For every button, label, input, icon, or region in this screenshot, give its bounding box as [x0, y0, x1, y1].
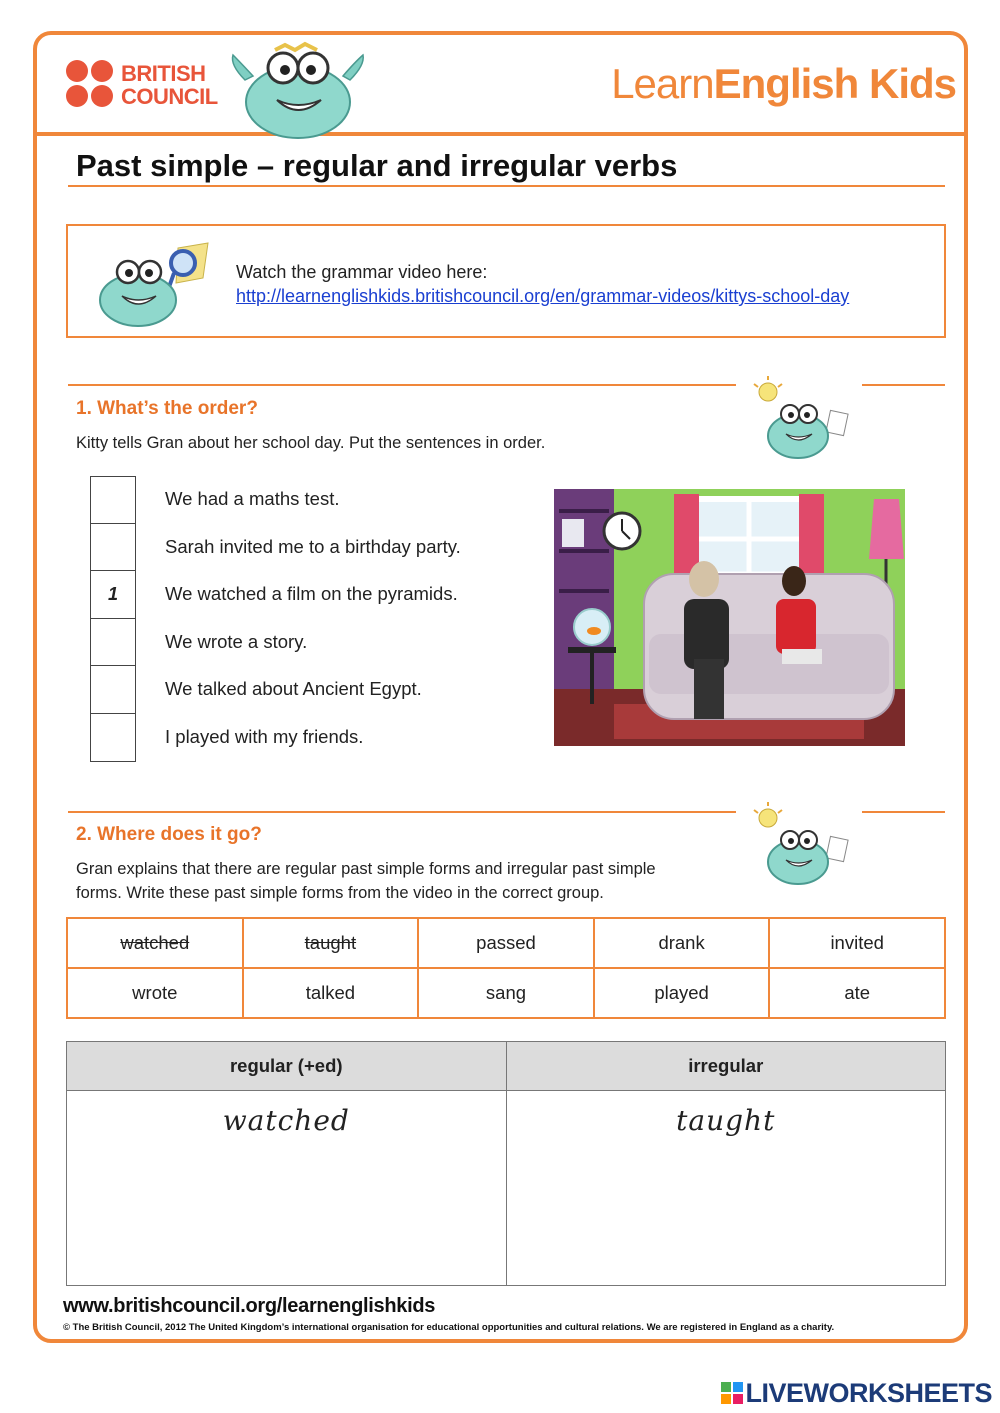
section2-rule-left — [68, 811, 736, 813]
footer-copyright: © The British Council, 2012 The United Kingdom’s international organisation for educational opportunities and cultural relations. We are registered in England as a charity. — [63, 1322, 835, 1333]
irregular-answer: taught — [676, 1104, 776, 1137]
section1-rule-right — [862, 384, 945, 386]
word-cell[interactable]: passed — [418, 918, 594, 968]
sentence-text: Sarah invited me to a birthday party. — [165, 535, 461, 557]
word-cell[interactable]: taught — [243, 918, 419, 968]
mascot-icon — [225, 40, 375, 142]
regular-answer: watched — [222, 1104, 350, 1137]
regular-answer-area[interactable] — [67, 1091, 507, 1286]
mascot-bulb-icon — [748, 800, 853, 890]
video-link[interactable]: http://learnenglishkids.britishcouncil.org/en/grammar-videos/kittys-school-day — [236, 286, 850, 306]
order-number-input[interactable] — [90, 523, 136, 572]
liveworksheets-icon — [721, 1382, 743, 1404]
section2-title: 2. Where does it go? — [76, 824, 262, 845]
mascot-bulb-icon — [748, 374, 853, 464]
table-row — [67, 918, 945, 968]
word-cell[interactable]: wrote — [67, 968, 243, 1018]
word-cell[interactable]: drank — [594, 918, 770, 968]
section1-title: 1. What’s the order? — [76, 398, 258, 419]
section2-rule-right — [862, 811, 945, 813]
footer-url: www.britishcouncil.org/learnenglishkids — [63, 1295, 436, 1317]
regular-column-header: regular (+ed) — [67, 1042, 507, 1091]
irregular-column-header: irregular — [506, 1042, 946, 1091]
mascot-magnifier-icon — [98, 238, 218, 328]
section1-rule-left — [68, 384, 736, 386]
video-intro: Watch the grammar video here: — [236, 262, 488, 282]
british-council-logo — [66, 60, 236, 110]
bc-line1: BRITISH — [121, 61, 206, 86]
order-number-input[interactable]: 1 — [90, 570, 136, 619]
word-cell[interactable]: sang — [418, 968, 594, 1018]
sentence-text: We had a maths test. — [165, 488, 340, 509]
word-bank-table — [66, 917, 946, 1019]
order-number-input[interactable] — [90, 476, 136, 524]
table-row — [67, 1091, 946, 1286]
sentence-text: I played with my friends. — [165, 725, 364, 747]
learnenglishkids-logo: LearnEnglish Kids — [611, 60, 956, 107]
sentence-text: We talked about Ancient Egypt. — [165, 678, 422, 700]
liveworksheets-logo: LIVEWORKSHEETS — [721, 1378, 992, 1409]
page-title: Past simple – regular and irregular verbs — [76, 148, 678, 183]
title-underline — [68, 185, 945, 187]
bc-dots-icon — [66, 60, 116, 110]
irregular-answer-area[interactable] — [506, 1091, 946, 1286]
word-cell[interactable]: played — [594, 968, 770, 1018]
order-number-input[interactable] — [90, 665, 136, 714]
sorting-table — [66, 1041, 946, 1286]
sentence-text: We wrote a story. — [165, 630, 308, 652]
word-cell[interactable]: ate — [769, 968, 945, 1018]
sentence-text: We watched a film on the pyramids. — [165, 583, 458, 605]
order-number-input[interactable] — [90, 618, 136, 667]
word-cell[interactable]: talked — [243, 968, 419, 1018]
video-still-image — [554, 489, 905, 746]
table-header-row — [67, 1042, 946, 1091]
order-number-input[interactable] — [90, 713, 136, 762]
word-cell[interactable]: watched — [67, 918, 243, 968]
video-box — [66, 224, 946, 338]
table-row — [67, 968, 945, 1018]
word-cell[interactable]: invited — [769, 918, 945, 968]
header-divider — [33, 132, 968, 136]
bc-line2: COUNCIL — [121, 84, 218, 109]
section2-description: Gran explains that there are regular past simple forms and irregular past simple forms. Write these past simple forms from the video in the correct group. — [76, 860, 656, 902]
section1-description: Kitty tells Gran about her school day. Put the sentences in order. — [76, 434, 546, 452]
